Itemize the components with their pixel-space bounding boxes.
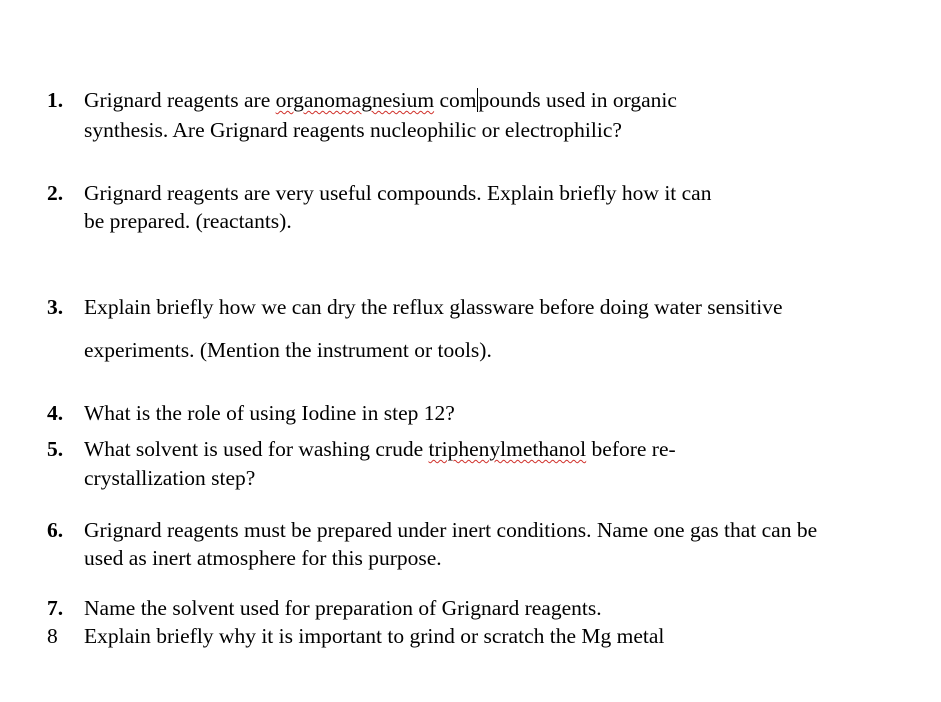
question-line[interactable]: Grignard reagents are organomagnesium compounds used in organic bbox=[84, 88, 677, 112]
spellcheck-flagged-word[interactable]: triphenylmethanol bbox=[428, 437, 587, 461]
question-line[interactable]: synthesis. Are Grignard reagents nucleophilic or electrophilic? bbox=[84, 118, 622, 142]
question-number: 8 bbox=[47, 624, 58, 648]
question-line[interactable]: Explain briefly how we can dry the reflux glassware before doing water sensitive bbox=[84, 295, 783, 319]
spellcheck-flagged-word[interactable]: organomagnesium bbox=[275, 88, 435, 112]
question-line[interactable]: Grignard reagents must be prepared under inert conditions. Name one gas that can be bbox=[84, 518, 818, 542]
question-number: 7. bbox=[47, 596, 64, 620]
question-line[interactable]: used as inert atmosphere for this purpose. bbox=[84, 546, 442, 570]
question-number: 3. bbox=[47, 295, 64, 319]
question-line[interactable]: be prepared. (reactants). bbox=[84, 209, 292, 233]
question-number: 5. bbox=[47, 437, 64, 461]
question-number: 4. bbox=[47, 401, 64, 425]
question-line[interactable]: crystallization step? bbox=[84, 466, 256, 490]
question-line[interactable]: Grignard reagents are very useful compounds. Explain briefly how it can bbox=[84, 181, 712, 205]
question-number: 6. bbox=[47, 518, 64, 542]
question-line[interactable]: What is the role of using Iodine in step 12? bbox=[84, 401, 455, 425]
question-line[interactable]: What solvent is used for washing crude triphenylmethanol before re- bbox=[84, 437, 676, 461]
question-line[interactable]: experiments. (Mention the instrument or tools). bbox=[84, 338, 492, 362]
question-number: 2. bbox=[47, 181, 64, 205]
question-line[interactable]: Explain briefly why it is important to grind or scratch the Mg metal bbox=[84, 624, 665, 648]
question-number: 1. bbox=[47, 88, 64, 112]
question-line[interactable]: Name the solvent used for preparation of Grignard reagents. bbox=[84, 596, 602, 620]
